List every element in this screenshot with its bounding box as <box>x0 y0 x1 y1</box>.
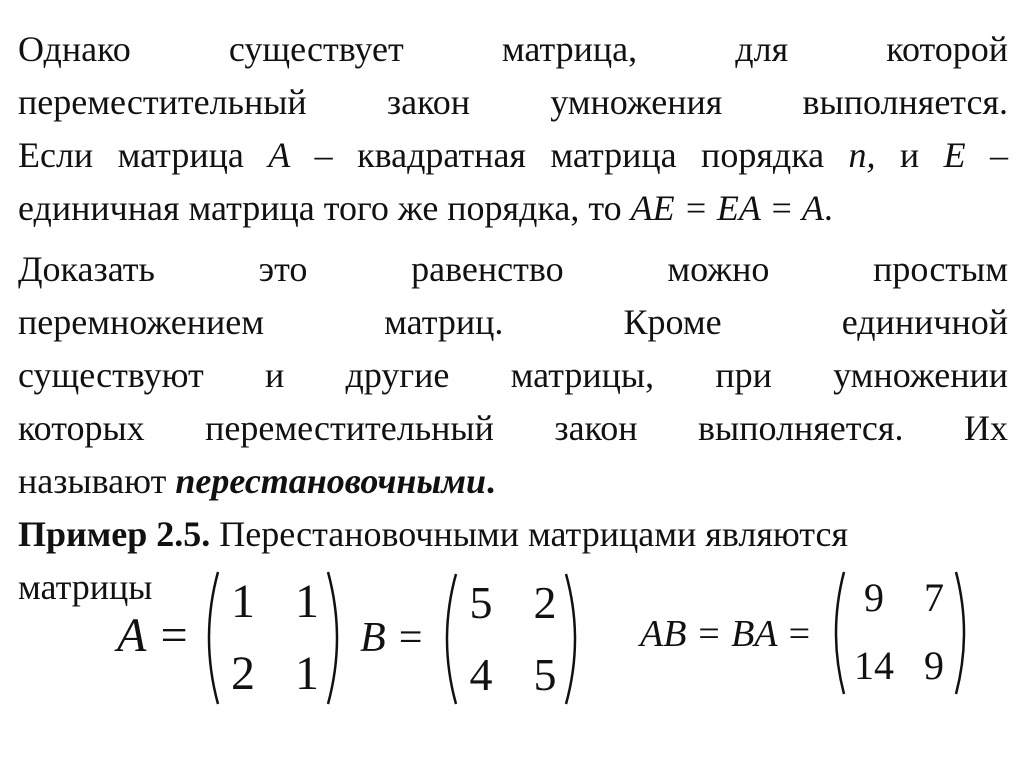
matrix-A <box>198 568 348 708</box>
matrix-AB <box>826 568 974 698</box>
matrix-B-cell-12: 2 <box>533 577 557 628</box>
example-line1: Пример 2.5. Перестановочными матрицами являются <box>18 514 849 554</box>
matrix-A-cell-12: 1 <box>295 575 319 628</box>
matrix-A-cell-22: 1 <box>295 647 319 700</box>
matrix-A-symbol: A <box>268 135 291 175</box>
p1-line4: единичная матрица того же порядка, то AE = EA = A. <box>18 188 833 228</box>
matrix-B-cell-22: 5 <box>533 649 557 700</box>
identity-equation: AE = EA = A <box>630 188 824 228</box>
matrix-AB-cell-11: 9 <box>864 575 884 620</box>
matrix-B-cell-21: 4 <box>469 649 493 700</box>
p2-line4: которых переместительный закон выполняется. Их <box>18 408 1008 448</box>
p2-line2: перемножением матриц. Кроме единичной <box>18 302 1008 342</box>
matrix-B <box>436 570 586 708</box>
matrix-A-lhs: A = <box>117 609 190 662</box>
matrix-E-symbol: E <box>943 135 966 175</box>
matrix-AB-cell-12: 7 <box>924 575 944 620</box>
paragraph-commutative-matrices <box>18 243 1008 508</box>
matrix-B-lhs: B = <box>360 615 425 661</box>
product-lhs: AB = BA = <box>640 613 812 655</box>
p2-line1: Доказать это равенство можно простым <box>18 249 1008 289</box>
order-n-symbol: n, <box>848 135 876 175</box>
p2-line5: называют перестановочными. <box>18 461 496 501</box>
matrix-AB-cell-22: 9 <box>924 643 944 688</box>
matrix-A-cell-11: 1 <box>231 575 255 628</box>
p1-line1: Однако существует матрица, для которой <box>18 29 1008 69</box>
matrix-A-cell-21: 2 <box>231 647 255 700</box>
matrix-B-cell-11: 5 <box>469 577 493 628</box>
matrix-AB-cell-21: 14 <box>854 643 894 688</box>
p1-line3: Если матрица A – квадратная матрица порядка n, и E – <box>18 135 1009 175</box>
term-commutative: перестановочными <box>175 461 487 501</box>
paragraph-commutative-intro <box>18 23 1008 235</box>
example-line2: матрицы <box>18 567 153 607</box>
p2-line3: существуют и другие матрицы, при умножении <box>18 355 1008 395</box>
example-label: Пример 2.5. <box>18 514 211 554</box>
p1-line2: переместительный закон умножения выполняется. <box>18 82 1008 122</box>
